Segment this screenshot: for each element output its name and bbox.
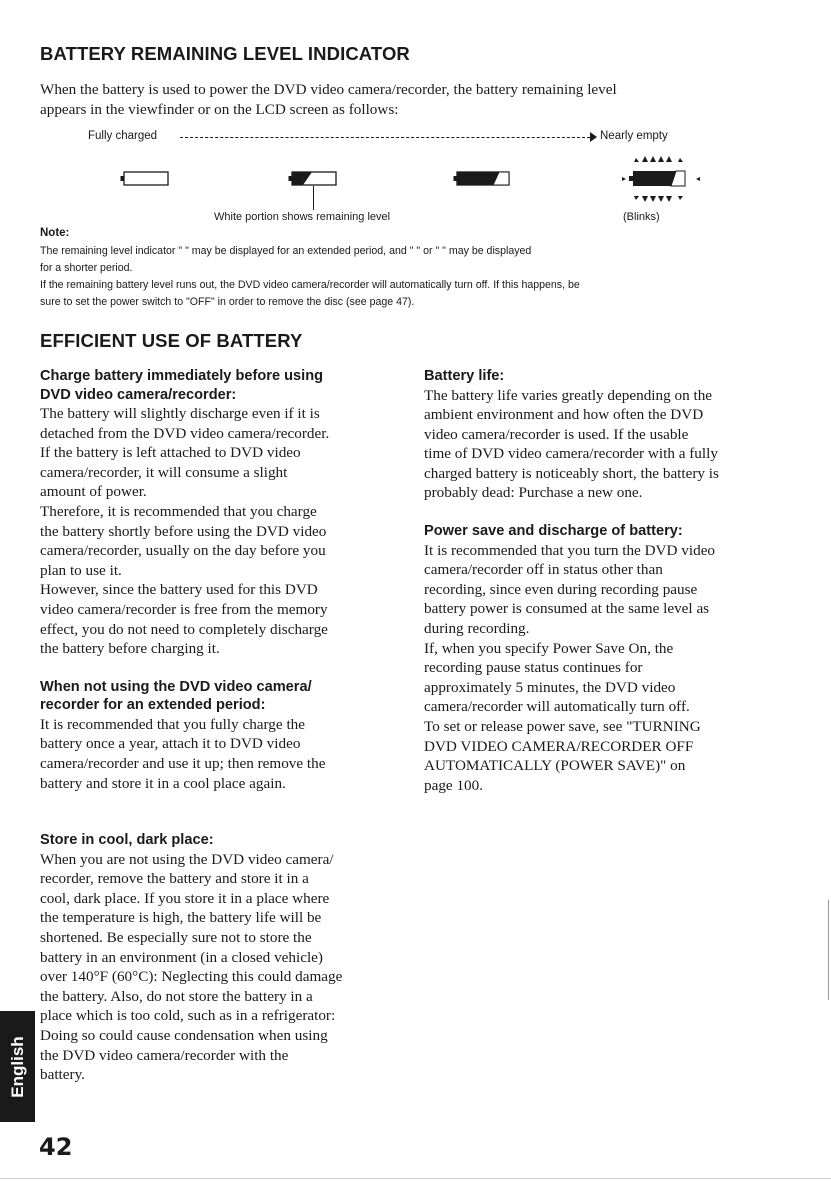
subsection-body [40, 404, 400, 659]
subsection-body [424, 541, 804, 796]
language-side-tab [0, 1011, 35, 1122]
note-line: sure to set the power switch to "OFF" in order to remove the disc (see page 47). [40, 296, 415, 308]
subsection-heading [424, 522, 804, 541]
body-line: shortened. Be especially sure not to store the [40, 928, 312, 946]
body-line: recording, since even during recording pause [424, 580, 698, 598]
subsection-not-using [40, 678, 400, 793]
body-line: charged battery is noticeably short, the battery is [424, 464, 719, 482]
left-column [40, 367, 400, 1085]
body-line: AUTOMATICALLY (POWER SAVE)" on [424, 757, 686, 775]
body-line: over 140°F (60°C): Neglecting this could damage [40, 968, 343, 986]
heading-line: When not using the DVD video camera/ [40, 678, 312, 695]
subsection-store [40, 831, 400, 1085]
body-line: battery in an environment (in a closed vehicle) [40, 948, 323, 966]
note-body [40, 243, 800, 311]
battery-low-icon [453, 170, 511, 188]
body-line: ambient environment and how often the DVD [424, 406, 704, 424]
heading-line: DVD video camera/recorder: [40, 386, 237, 403]
body-line: place which is too cold, such as in a refrigerator: [40, 1007, 336, 1025]
note-line: The remaining level indicator " " may be displayed for an extended period, and " " or " " may be displayed [40, 245, 532, 257]
body-line: effect, you do not need to completely discharge [40, 620, 328, 638]
heading-line: Battery life: [424, 368, 505, 384]
heading-line: Charge battery immediately before using [40, 368, 324, 384]
subsection-power-save [424, 522, 804, 795]
blinks-caption: (Blinks) [623, 211, 660, 223]
spacer [40, 793, 400, 831]
subsection-heading [40, 678, 400, 715]
subsection-heading [40, 831, 400, 850]
body-line: the battery shortly before using the DVD video [40, 522, 327, 540]
scale-left-label: Fully charged [88, 130, 158, 142]
subsection-heading [40, 367, 400, 404]
body-line: If, when you specify Power Save On, the [424, 639, 674, 657]
page-number: 42 [39, 1133, 73, 1161]
body-line: When you are not using the DVD video camera/ [40, 850, 334, 868]
body-line: during recording. [424, 619, 530, 637]
white-portion-caption: White portion shows remaining level [214, 211, 391, 223]
body-line: the DVD video camera/recorder with the [40, 1046, 289, 1064]
body-line: battery once a year, attach it to DVD video [40, 735, 301, 753]
subsection-body [424, 386, 804, 504]
body-line: camera/recorder off in status other than [424, 561, 663, 579]
body-line: It is recommended that you turn the DVD video [424, 541, 716, 559]
heading-line: recorder for an extended period: [40, 697, 266, 714]
intro-line: appears in the viewfinder or on the LCD screen as follows: [40, 100, 399, 118]
body-line: cool, dark place. If you store it in a place where [40, 889, 330, 907]
body-line: camera/recorder, usually on the day before you [40, 542, 326, 560]
body-line: battery power is consumed at the same level as [424, 600, 710, 618]
body-line: recording pause status continues for [424, 659, 643, 677]
body-line: However, since the battery used for this DVD [40, 581, 318, 599]
body-line: detached from the DVD video camera/recorder. [40, 424, 330, 442]
section-title-indicator: BATTERY REMAINING LEVEL INDICATOR [40, 43, 410, 64]
battery-full-icon [120, 170, 170, 188]
body-line: battery and store it in a cool place again. [40, 774, 286, 792]
body-line: amount of power. [40, 483, 147, 501]
body-line: time of DVD video camera/recorder with a fully [424, 445, 718, 463]
language-label: English [7, 1035, 27, 1098]
body-line: DVD VIDEO CAMERA/RECORDER OFF [424, 737, 694, 755]
subsection-heading [424, 367, 804, 386]
body-line: video camera/recorder is used. If the usable [424, 425, 689, 443]
heading-line: Store in cool, dark place: [40, 832, 214, 849]
body-line: camera/recorder and use it up; then remove the [40, 754, 326, 772]
body-line: probably dead: Purchase a new one. [424, 484, 643, 502]
indicator-intro [40, 80, 800, 119]
scale-arrow-icon [590, 132, 598, 142]
heading-line: Power save and discharge of battery: [424, 523, 683, 540]
body-line: camera/recorder, it will consume a slight [40, 463, 288, 481]
body-line: page 100. [424, 776, 484, 794]
body-line: video camera/recorder is free from the memory [40, 600, 328, 618]
note-line: If the remaining battery level runs out, the DVD video camera/recorder will automatically turn off. If this happens, be [40, 279, 580, 291]
body-line: the temperature is high, the battery life will be [40, 909, 322, 927]
body-line: Doing so could cause condensation when using [40, 1026, 328, 1044]
battery-empty-blinking-icon [620, 152, 702, 208]
body-line: To set or release power save, see "TURNING [424, 717, 701, 735]
note-line: for a shorter period. [40, 262, 133, 274]
body-line: approximately 5 minutes, the DVD video [424, 678, 676, 696]
subsection-charge [40, 367, 400, 659]
body-line: camera/recorder will automatically turn off. [424, 698, 690, 716]
right-column [424, 367, 804, 795]
section-title-efficient-use: EFFICIENT USE OF BATTERY [40, 330, 303, 351]
body-line: recorder, remove the battery and store it in a [40, 870, 309, 888]
subsection-battery-life [424, 367, 804, 503]
body-line: The battery life varies greatly depending on the [424, 386, 713, 404]
body-line: Therefore, it is recommended that you charge [40, 502, 317, 520]
scan-bottom-edge [0, 1178, 831, 1179]
note-label: Note: [40, 227, 70, 239]
body-line: plan to use it. [40, 561, 122, 579]
spacer [40, 659, 400, 678]
body-line: It is recommended that you fully charge the [40, 715, 305, 733]
body-line: If the battery is left attached to DVD video [40, 444, 301, 462]
subsection-body [40, 850, 400, 1085]
scan-edge-line [828, 900, 829, 1000]
body-line: The battery will slightly discharge even if it is [40, 405, 320, 422]
body-line: the battery before charging it. [40, 640, 220, 658]
spacer [424, 503, 804, 522]
subsection-body [40, 715, 400, 793]
caption-pointer-line [313, 186, 314, 210]
scale-dashed-line [180, 137, 590, 138]
intro-line: When the battery is used to power the DVD video camera/recorder, the battery remaining level [40, 81, 617, 98]
body-line: battery. [40, 1066, 85, 1084]
scale-right-label: Nearly empty [600, 130, 668, 142]
body-line: the battery. Also, do not store the battery in a [40, 987, 313, 1005]
